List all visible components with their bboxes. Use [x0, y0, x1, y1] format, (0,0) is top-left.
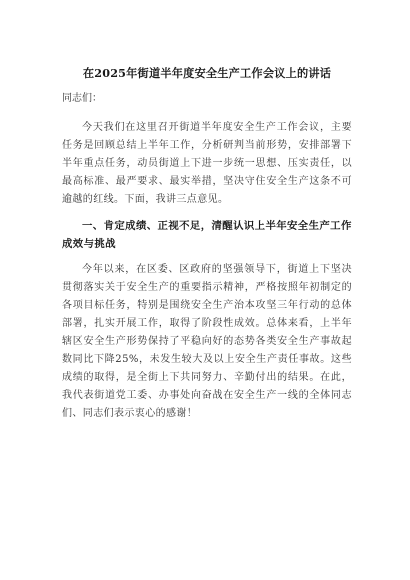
- document-body: [62, 66, 352, 431]
- salutation: 同志们：: [62, 93, 102, 104]
- section-heading-1: 一、肯定成绩、正视不足，清醒认识上半年安全生产工作成效与挑战: [62, 220, 352, 250]
- section-1-paragraph: 今年以来，在区委、区政府的坚强领导下，街道上下坚决贯彻落实关于安全生产的重要指示精神，严格按照年初制定的各项目标任务，特别是围绕安全生产治本攻坚三年行动的总体部署，扎实开展工作，取得了阶段性成效。总体来看，上半年辖区安全生产形势保持了平稳向好的态势各类安全生产事故起数同比下降25%，未发生较大及以上安全生产责任事故。这些成绩的取得，是全街上下共同努力、辛勤付出的结果。在此，我代表街道党工委、办事处向奋战在安全生产一线的全体同志们、同志们表示衷心的感谢！: [62, 264, 352, 419]
- document-title: 在2025年街道半年度安全生产工作会议上的讲话: [82, 66, 332, 80]
- intro-paragraph: 今天我们在这里召开街道半年度安全生产工作会议，主要任务是回顾总结上半年工作，分析研判当前形势，安排部署下半年重点任务，动员街道上下进一步统一思想、压实责任，以最高标准、最严要求、最实举措，坚决守住安全生产这条不可逾越的红线。下面，我讲三点意见。: [62, 122, 352, 205]
